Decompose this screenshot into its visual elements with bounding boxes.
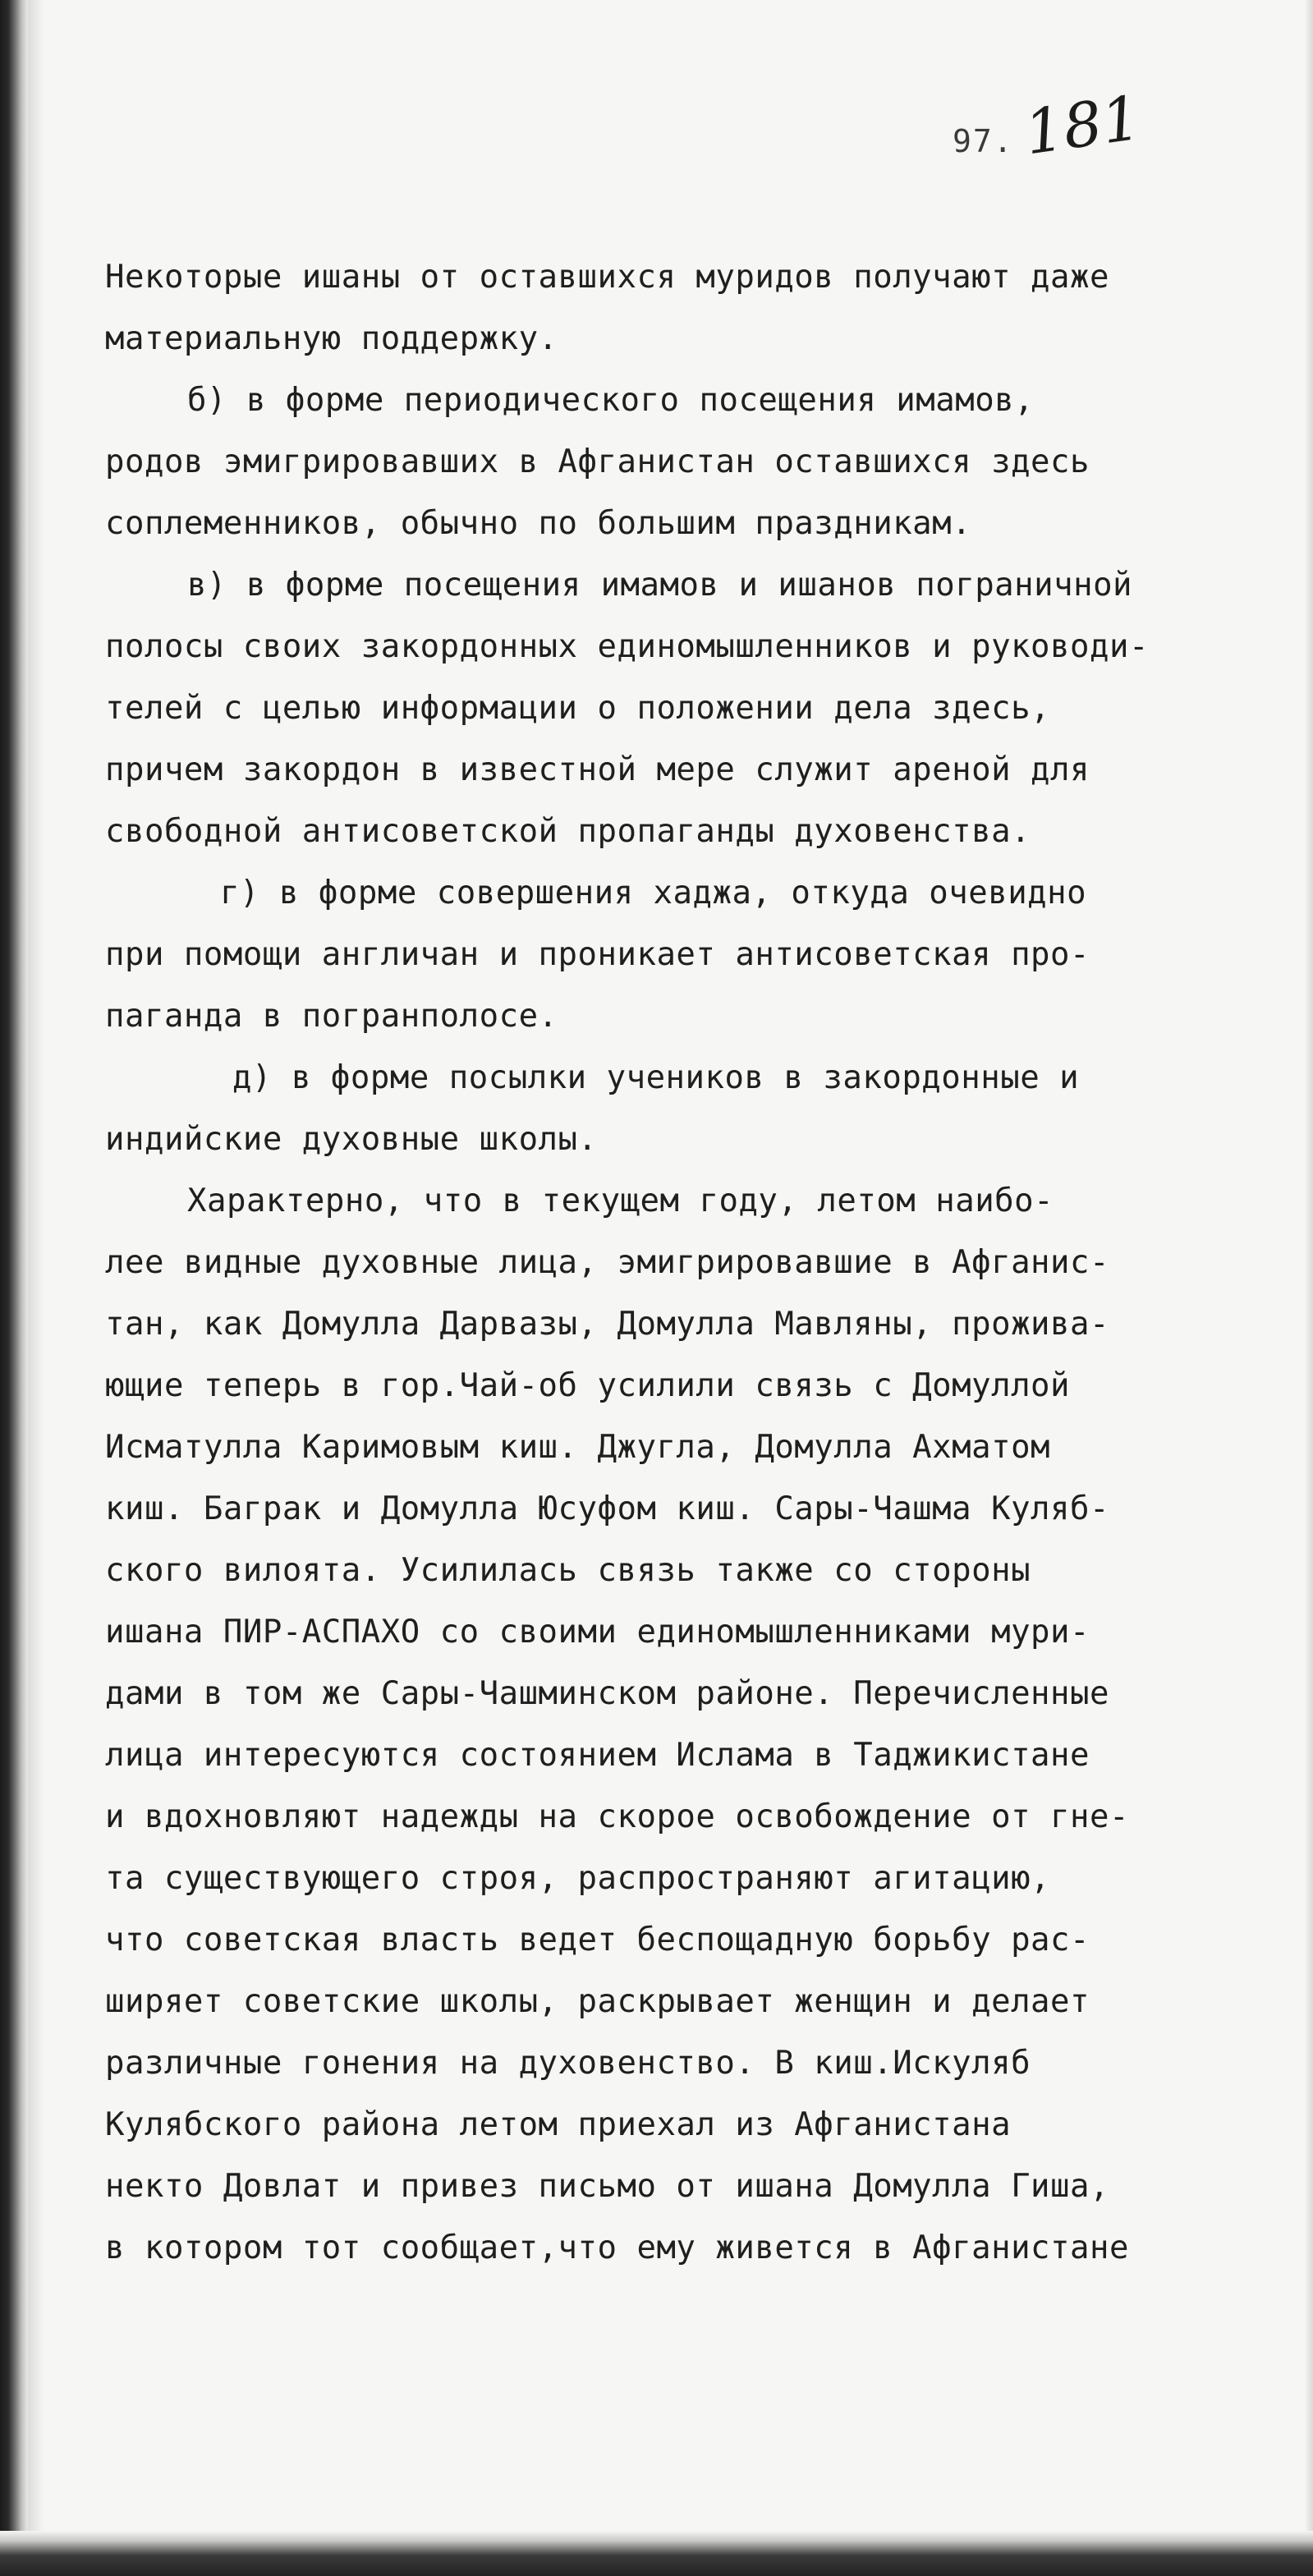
text-line: причем закордон в известной мере служит ареной для — [105, 751, 1090, 788]
text-line: в) в форме посещения имамов и ишанов пограничной — [187, 567, 1133, 604]
text-line: ющие теперь в гор.Чай-об усилили связь с Домуллой — [105, 1367, 1071, 1404]
text-line: ишана ПИР-АСПАХО со своими единомышленниками мури- — [105, 1614, 1090, 1651]
text-line: лее видные духовные лица, эмигрировавшие в Афганис- — [105, 1244, 1109, 1281]
text-line: что советская власть ведет беспощадную борьбу рас- — [105, 1922, 1090, 1958]
scan-edge-right — [1305, 0, 1313, 2576]
scan-edge-left — [0, 0, 28, 2576]
text-line: некто Довлат и привез письмо от ишана Домулла Гиша, — [105, 2168, 1109, 2205]
text-line: киш. Баграк и Домулла Юсуфом киш. Сары-Чашма Куляб- — [105, 1490, 1109, 1527]
handwritten-page-number: 181 — [1020, 82, 1145, 169]
document-body — [105, 246, 1197, 2279]
text-line: Исматулла Каримовым киш. Джугла, Домулла Ахматом — [105, 1429, 1051, 1466]
text-line: та существующего строя, распространяют агитацию, — [105, 1860, 1051, 1897]
text-line: паганда в погранполосе. — [105, 998, 558, 1035]
scan-edge-bottom — [0, 2531, 1313, 2576]
text-line: дами в том же Сары-Чашминском районе. Перечисленные — [105, 1675, 1109, 1712]
text-line: индийские духовные школы. — [105, 1121, 598, 1158]
scan-edge-left-shadow — [28, 0, 44, 2576]
text-line: соплеменников, обычно по большим праздникам. — [105, 505, 972, 542]
text-line: телей с целью информации о положении дела здесь, — [105, 690, 1051, 727]
text-line: свободной антисоветской пропаганды духовенства. — [105, 813, 1031, 850]
text-line: Характерно, что в текущем году, летом наибо- — [187, 1182, 1054, 1219]
text-line: б) в форме периодического посещения имамов, — [187, 382, 1035, 419]
text-line: материальную поддержку. — [105, 320, 558, 357]
text-line: и вдохновляют надежды на скорое освобождение от гне- — [105, 1798, 1129, 1835]
text-line: ширяет советские школы, раскрывает женщин и делает — [105, 1983, 1090, 2020]
text-line: в котором тот сообщает,что ему живется в Афганистане — [105, 2229, 1129, 2266]
text-line: Кулябского района летом приехал из Афганистана — [105, 2106, 1012, 2143]
text-line: д) в форме посылки учеников в закордонные и — [232, 1059, 1080, 1096]
text-line: ского вилоята. Усилилась связь также со стороны — [105, 1552, 1031, 1589]
text-line: г) в форме совершения хаджа, откуда очевидно — [220, 875, 1087, 911]
text-line: различные гонения на духовенство. В киш.Искуляб — [105, 2045, 1031, 2082]
text-line: родов эмигрировавших в Афганистан оставшихся здесь — [105, 443, 1090, 480]
text-line: при помощи англичан и проникает антисоветская про- — [105, 936, 1090, 973]
text-line: тан, как Домулла Дарвазы, Домулла Мавляны, прожива- — [105, 1306, 1109, 1343]
text-line: Некоторые ишаны от оставшихся муридов получают даже — [105, 259, 1109, 296]
page-number: 97. — [953, 123, 1014, 159]
text-line: лица интересуются состоянием Ислама в Таджикистане — [105, 1737, 1090, 1774]
text-line: полосы своих закордонных единомышленников и руководи- — [105, 628, 1149, 665]
